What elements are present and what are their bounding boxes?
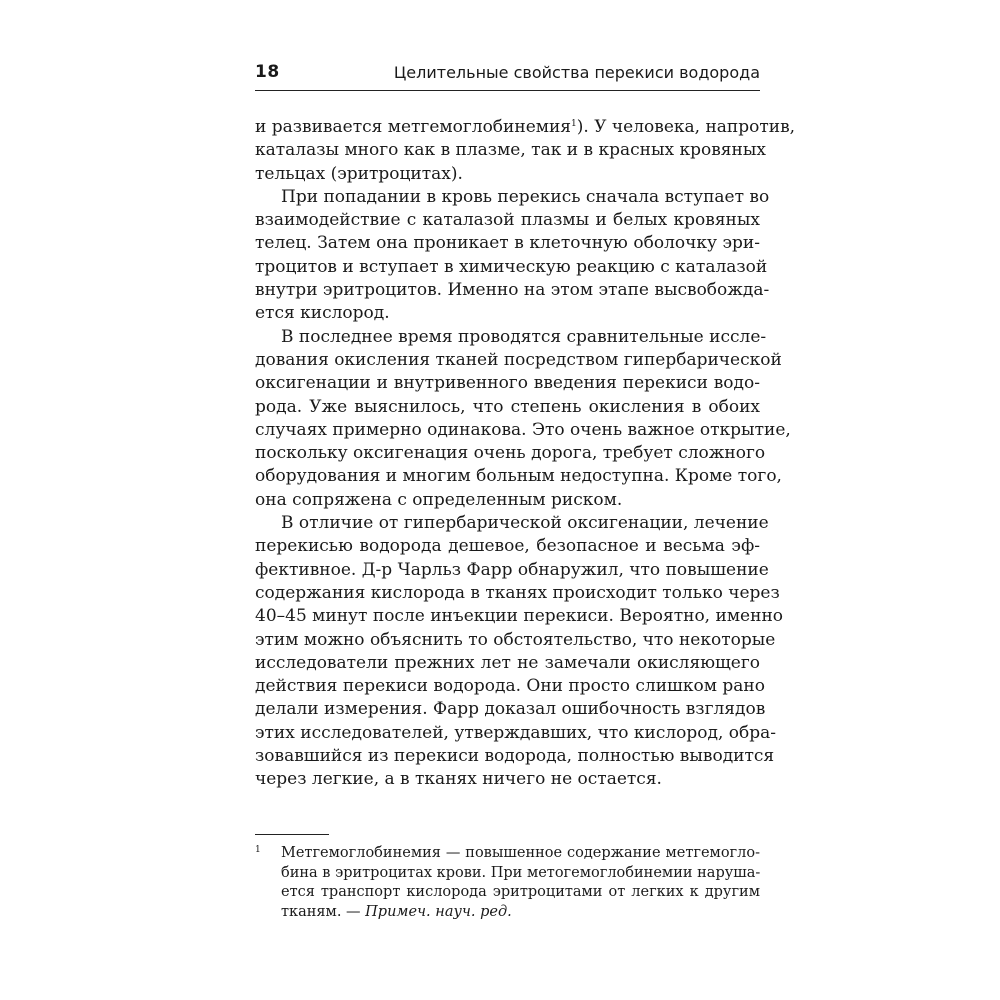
text-line: действия перекиси водорода. Они просто слишком рано — [255, 676, 765, 697]
text-line: В последнее время проводятся сравнительные иссле- — [281, 326, 767, 347]
text-line: оксигенации и внутривенного введения перекиси водо- — [255, 373, 760, 394]
text-line: 40–45 минут после инъекции перекиси. Вероятно, именно — [255, 606, 784, 627]
text-line: фективное. Д-р Чарльз Фарр обнаружил, что повышение — [255, 559, 769, 580]
text-line: зовавшийся из перекиси водорода, полностью выводится — [255, 746, 775, 767]
running-title: Целительные свойства перекиси водорода — [393, 63, 760, 82]
text-line: и развивается метгемоглобинемия$^1$). У человека, напротив, — [255, 117, 796, 137]
text-line: через легкие, а в тканях ничего не остается. — [255, 769, 662, 790]
text-line: этих исследователей, утверждавших, что кислород, обра- — [255, 722, 777, 743]
footnote-line: тканям. — Примеч. науч. ред. — [281, 903, 512, 920]
text-line: тельцах (эритроцитах). — [255, 163, 463, 184]
text-line: исследователи прежних лет не замечали окисляющего — [255, 652, 760, 673]
text-line: содержания кислорода в тканях происходит только через — [255, 582, 780, 603]
text-line: поскольку оксигенация очень дорога, требует сложного — [255, 443, 766, 464]
editor-attribution: Примеч. науч. ред. — [365, 903, 512, 920]
text-line: этим можно объяснить то обстоятельство, что некоторые — [255, 629, 776, 650]
text-line: внутри эритроцитов. Именно на этом этапе высвобожда- — [255, 280, 770, 301]
text-line: случаях примерно одинакова. Это очень важное открытие, — [255, 419, 791, 440]
text-line: взаимодействие с каталазой плазмы и белых кровяных — [255, 210, 760, 231]
running-header — [255, 62, 760, 91]
footnote — [255, 844, 760, 922]
paragraph — [255, 512, 784, 792]
text-line: рода. Уже выяснилось, что степень окисления в обоих — [255, 396, 760, 417]
text-line: При попадании в кровь перекись сначала вступает во — [281, 186, 770, 207]
text-line: троцитов и вступает в химическую реакцию с каталазой — [255, 256, 768, 277]
text-line: ется кислород. — [255, 303, 390, 324]
text-line: дования окисления тканей посредством гипербарической — [255, 349, 782, 370]
body-text — [255, 116, 796, 792]
text-line: В отличие от гипербарической оксигенации, лечение — [281, 513, 769, 534]
page-number: 18 — [255, 62, 280, 82]
footnote-mark: 1 — [255, 845, 261, 855]
paragraph — [255, 186, 770, 326]
footnote-line: ется транспорт кислорода эритроцитами от легких к другим — [281, 884, 760, 900]
footnote-line: бина в эритроцитах крови. При метогемоглобинемии наруша- — [281, 864, 761, 881]
text-line: перекисью водорода дешевое, безопасное и весьма эф- — [255, 536, 760, 557]
footnote-line: Метгемоглобинемия — повышенное содержание метгемогло- — [281, 845, 760, 861]
paragraph — [255, 116, 796, 186]
text-line: оборудования и многим больным недоступна. Кроме того, — [255, 466, 782, 487]
paragraph — [255, 326, 791, 512]
text-line: телец. Затем она проникает в клеточную оболочку эри- — [255, 233, 760, 254]
text-line: делали измерения. Фарр доказал ошибочность взглядов — [255, 699, 766, 720]
text-line: она сопряжена с определенным риском. — [255, 489, 623, 510]
footnote-reference: 1 — [571, 119, 577, 129]
text-line: каталазы много как в плазме, так и в красных кровяных — [255, 140, 766, 161]
footnote-divider — [255, 834, 329, 835]
